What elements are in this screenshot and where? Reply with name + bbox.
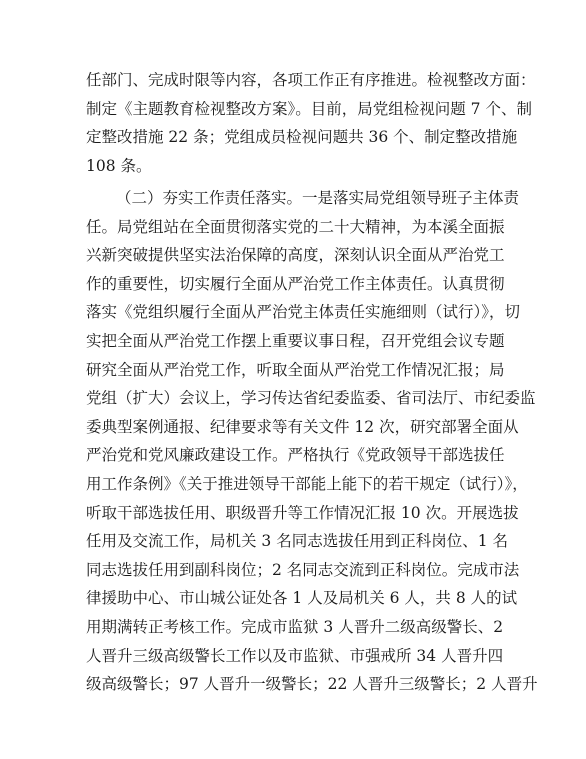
section-heading-line: （二）夯实工作责任落实。一是落实局党组领导班子主体责 bbox=[116, 189, 520, 207]
text-line: 级高级警长；97 人晋升一级警长；22 人晋升三级警长；2 人晋升 bbox=[86, 675, 538, 694]
text-line: 定整改措施 22 条；党组成员检视问题共 36 个、制定整改措施 bbox=[86, 128, 518, 147]
text-line: 用工作条例》《关于推进领导干部能上能下的若干规定（试行）》， bbox=[86, 474, 528, 493]
text-line: 党组（扩大）会议上，学习传达省纪委监委、省司法厅、市纪委监 bbox=[86, 389, 536, 408]
text-line: 严治党和党风廉政建设工作。严格执行《党政领导干部选拔任 bbox=[86, 446, 505, 465]
text-line: 108 条。 bbox=[86, 156, 152, 175]
text-line: 人晋升三级高级警长工作以及市监狱、市强戒所 34 人晋升四 bbox=[86, 646, 504, 665]
paragraph-responsibility-implementation bbox=[86, 184, 538, 699]
text-line: 律援助中心、市山城公证处各 1 人及局机关 6 人，共 8 人的试 bbox=[86, 589, 518, 608]
text-line: 落实《党组织履行全面从严治党主体责任实施细则（试行）》，切 bbox=[86, 303, 521, 322]
text-line: 制定《主题教育检视整改方案》。目前，局党组检视问题 7 个、制 bbox=[86, 99, 532, 118]
text-line: 用期满转正考核工作。完成市监狱 3 人晋升二级高级警长、2 bbox=[86, 617, 504, 636]
text-line: 研究全面从严治党工作，听取全面从严治党工作情况汇报；局 bbox=[86, 360, 505, 379]
text-line: 委典型案例通报、纪律要求等有关文件 12 次，研究部署全面从 bbox=[86, 417, 519, 436]
text-line: 任部门、完成时限等内容，各项工作正有序推进。检视整改方面： bbox=[86, 71, 536, 89]
paragraph-inspection-rectification bbox=[86, 66, 536, 180]
text-line: 兴新突破提供坚实法治保障的高度，深刻认识全面从严治党工 bbox=[86, 246, 505, 265]
text-line: 实把全面从严治党工作摆上重要议事日程，召开党组会议专题 bbox=[86, 331, 505, 350]
text-line: 作的重要性，切实履行全面从严治党工作主体责任。认真贯彻 bbox=[86, 274, 505, 293]
text-line: 听取干部选拔任用、职级晋升等工作情况汇报 10 次。开展选拔 bbox=[86, 503, 519, 522]
text-line: 任。局党组站在全面贯彻落实党的二十大精神，为本溪全面振 bbox=[86, 217, 505, 236]
text-line: 同志选拔任用到副科岗位；2 名同志交流到正科岗位。完成市法 bbox=[86, 560, 520, 579]
text-line: 任用及交流工作，局机关 3 名同志选拔任用到正科岗位、1 名 bbox=[86, 532, 509, 551]
